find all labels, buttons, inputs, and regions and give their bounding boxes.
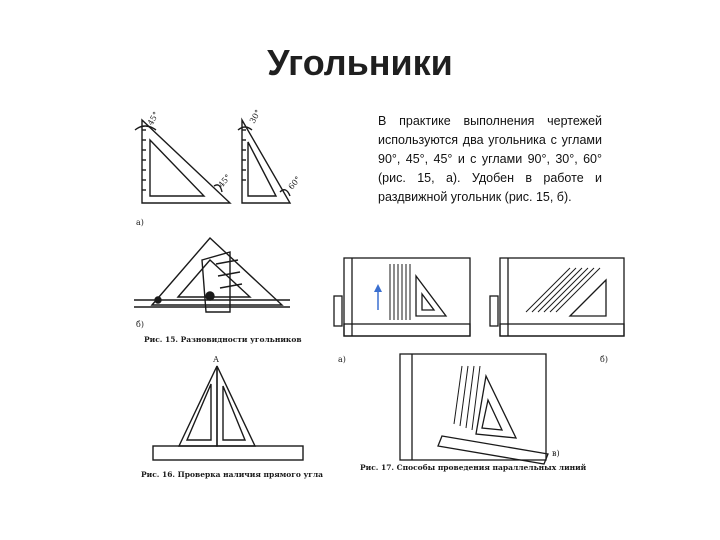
arrow-up-icon: [374, 284, 382, 310]
angle-45-bottom-label: 45°: [216, 172, 233, 190]
fig15-label-a: а): [136, 218, 144, 227]
angle-30-label: 30°: [247, 108, 263, 125]
fig15-label-b: б): [136, 320, 144, 329]
set-square-45: [135, 120, 230, 203]
fig17-label-c: в): [552, 449, 560, 458]
body-paragraph: В практике выполнения чертежей используются два угольника с углами 90°, 45°, 45° и с углами 90°, 30°, 60° (рис. 15, а). Удобен в работе и раздвижной угольник (рис. 15, б).: [378, 114, 602, 204]
fig17-caption: Рис. 17. Способы проведения параллельных линий: [360, 463, 587, 472]
fig17-label-b: б): [600, 355, 608, 364]
angle-45-top-label: 45°: [145, 110, 161, 127]
panel-c: [400, 354, 548, 464]
point-a-label: А: [213, 355, 220, 364]
fig15-caption: Рис. 15. Разновидности угольников: [144, 335, 302, 344]
slide-title: Угольники: [267, 42, 453, 83]
fig17-label-a: а): [338, 355, 346, 364]
adjustable-set-square: [134, 238, 290, 312]
panel-a: [334, 258, 470, 336]
figure-16: [135, 352, 335, 482]
set-square-30-60: [238, 120, 290, 203]
figure-15: [130, 100, 320, 350]
figure-17: [330, 250, 630, 475]
fig16-caption: Рис. 16. Проверка наличия прямого угла: [141, 470, 324, 479]
panel-b: [490, 258, 624, 336]
angle-60-label: 60°: [286, 174, 303, 192]
